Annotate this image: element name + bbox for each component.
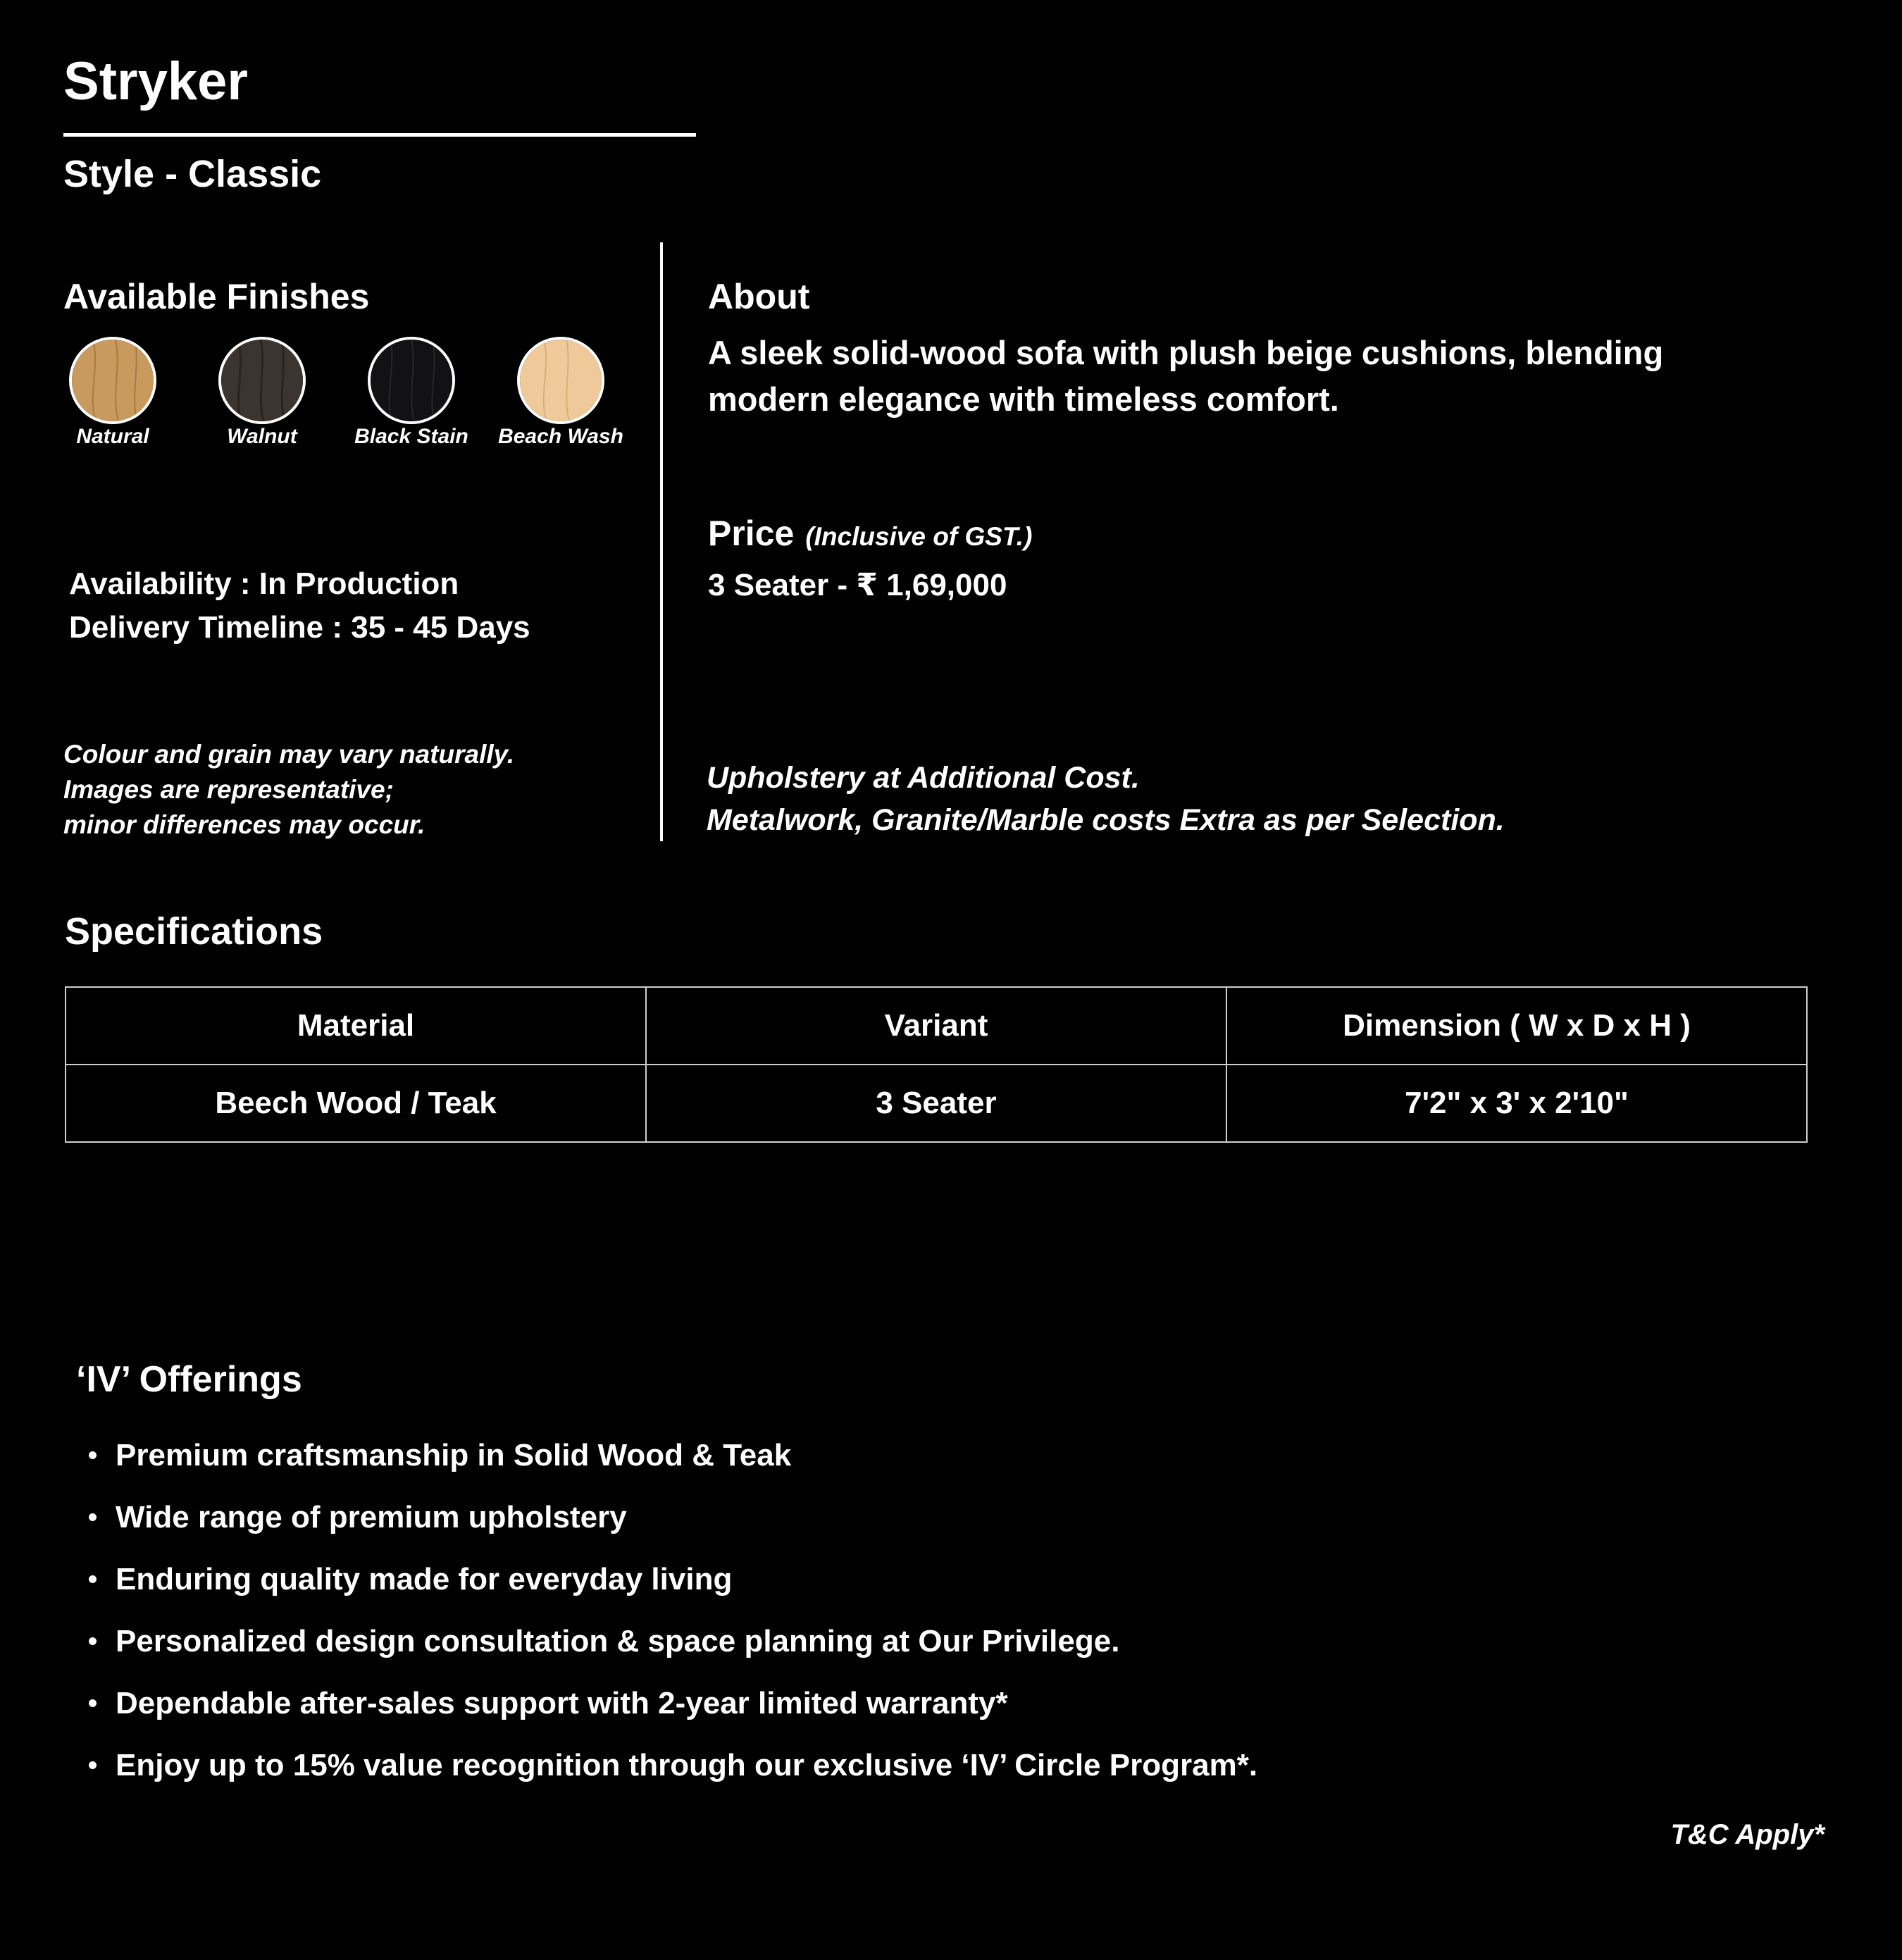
specifications-table [65, 986, 1808, 1143]
bullet-icon [89, 1699, 97, 1707]
availability-status: Availability : In Production [69, 566, 459, 601]
wood-grain-icon [520, 340, 602, 421]
list-item [85, 1735, 1257, 1797]
product-title: Stryker [63, 51, 248, 111]
bullet-icon [89, 1637, 97, 1645]
table-row [66, 1065, 1807, 1142]
column-header-dimension: Dimension ( W x D x H ) [1226, 987, 1807, 1065]
disclaimer-line: minor differences may occur. [63, 810, 425, 839]
list-item [85, 1611, 1257, 1673]
terms-note: T&C Apply* [1670, 1819, 1825, 1850]
wood-grain-icon [72, 340, 154, 421]
delivery-timeline: Delivery Timeline : 35 - 45 Days [69, 610, 530, 645]
finish-swatch-walnut[interactable] [218, 337, 306, 424]
finish-label-beach-wash: Beach Wash [498, 425, 623, 448]
extra-cost-note: Metalwork, Granite/Marble costs Extra as per Selection. [707, 803, 1505, 837]
offering-text: Wide range of premium upholstery [116, 1500, 627, 1534]
availability-block [69, 562, 530, 650]
column-header-variant: Variant [646, 987, 1226, 1065]
bullet-icon [89, 1761, 97, 1769]
disclaimer-line: Images are representative; [63, 775, 394, 804]
price-heading [708, 509, 1032, 562]
bullet-icon [89, 1451, 97, 1459]
column-divider [660, 242, 663, 841]
bullet-icon [89, 1575, 97, 1583]
offerings-list [85, 1425, 1257, 1797]
bullet-icon [89, 1513, 97, 1521]
swatch-fill [520, 340, 602, 421]
upholstery-note: Upholstery at Additional Cost. [707, 761, 1140, 795]
offerings-heading: ‘IV’ Offerings [76, 1359, 302, 1400]
price-value: 3 Seater - ₹ 1,69,000 [708, 568, 1007, 602]
finish-label-natural: Natural [76, 425, 149, 448]
title-underline [63, 133, 696, 137]
cell-dimension: 7'2" x 3' x 2'10" [1226, 1065, 1807, 1142]
list-item [85, 1673, 1257, 1735]
list-item [85, 1487, 1257, 1549]
style-label: Style - Classic [63, 153, 322, 195]
swatch-fill [72, 340, 154, 421]
cell-variant: 3 Seater [646, 1065, 1226, 1142]
disclaimer-line: Colour and grain may vary naturally. [63, 740, 515, 769]
offering-text: Enduring quality made for everyday living [116, 1562, 733, 1596]
finish-label-walnut: Walnut [227, 425, 297, 448]
column-header-material: Material [66, 987, 646, 1065]
finish-label-black-stain: Black Stain [354, 425, 468, 448]
price-tax-note: (Inclusive of GST.) [805, 522, 1033, 551]
finish-swatch-black-stain[interactable] [368, 337, 455, 424]
list-item [85, 1425, 1257, 1487]
about-description: A sleek solid-wood sofa with plush beige cushions, blending modern elegance with timeless comfort. [708, 334, 1664, 418]
wood-grain-icon [371, 340, 452, 421]
finish-swatch-natural[interactable] [69, 337, 156, 424]
offering-text: Enjoy up to 15% value recognition through our exclusive ‘IV’ Circle Program*. [116, 1748, 1258, 1782]
specifications-heading: Specifications [65, 910, 323, 953]
price-heading-label: Price [708, 514, 795, 553]
offering-text: Personalized design consultation & space planning at Our Privilege. [116, 1624, 1120, 1658]
about-heading: About [708, 277, 810, 316]
cell-material: Beech Wood / Teak [66, 1065, 646, 1142]
list-item [85, 1549, 1257, 1611]
offering-text: Premium craftsmanship in Solid Wood & Teak [116, 1438, 792, 1472]
finish-swatch-beach-wash[interactable] [517, 337, 604, 424]
finishes-heading: Available Finishes [63, 277, 370, 316]
offering-text: Dependable after-sales support with 2-year limited warranty* [116, 1686, 1008, 1720]
wood-grain-icon [221, 340, 303, 421]
table-header-row [66, 987, 1807, 1065]
